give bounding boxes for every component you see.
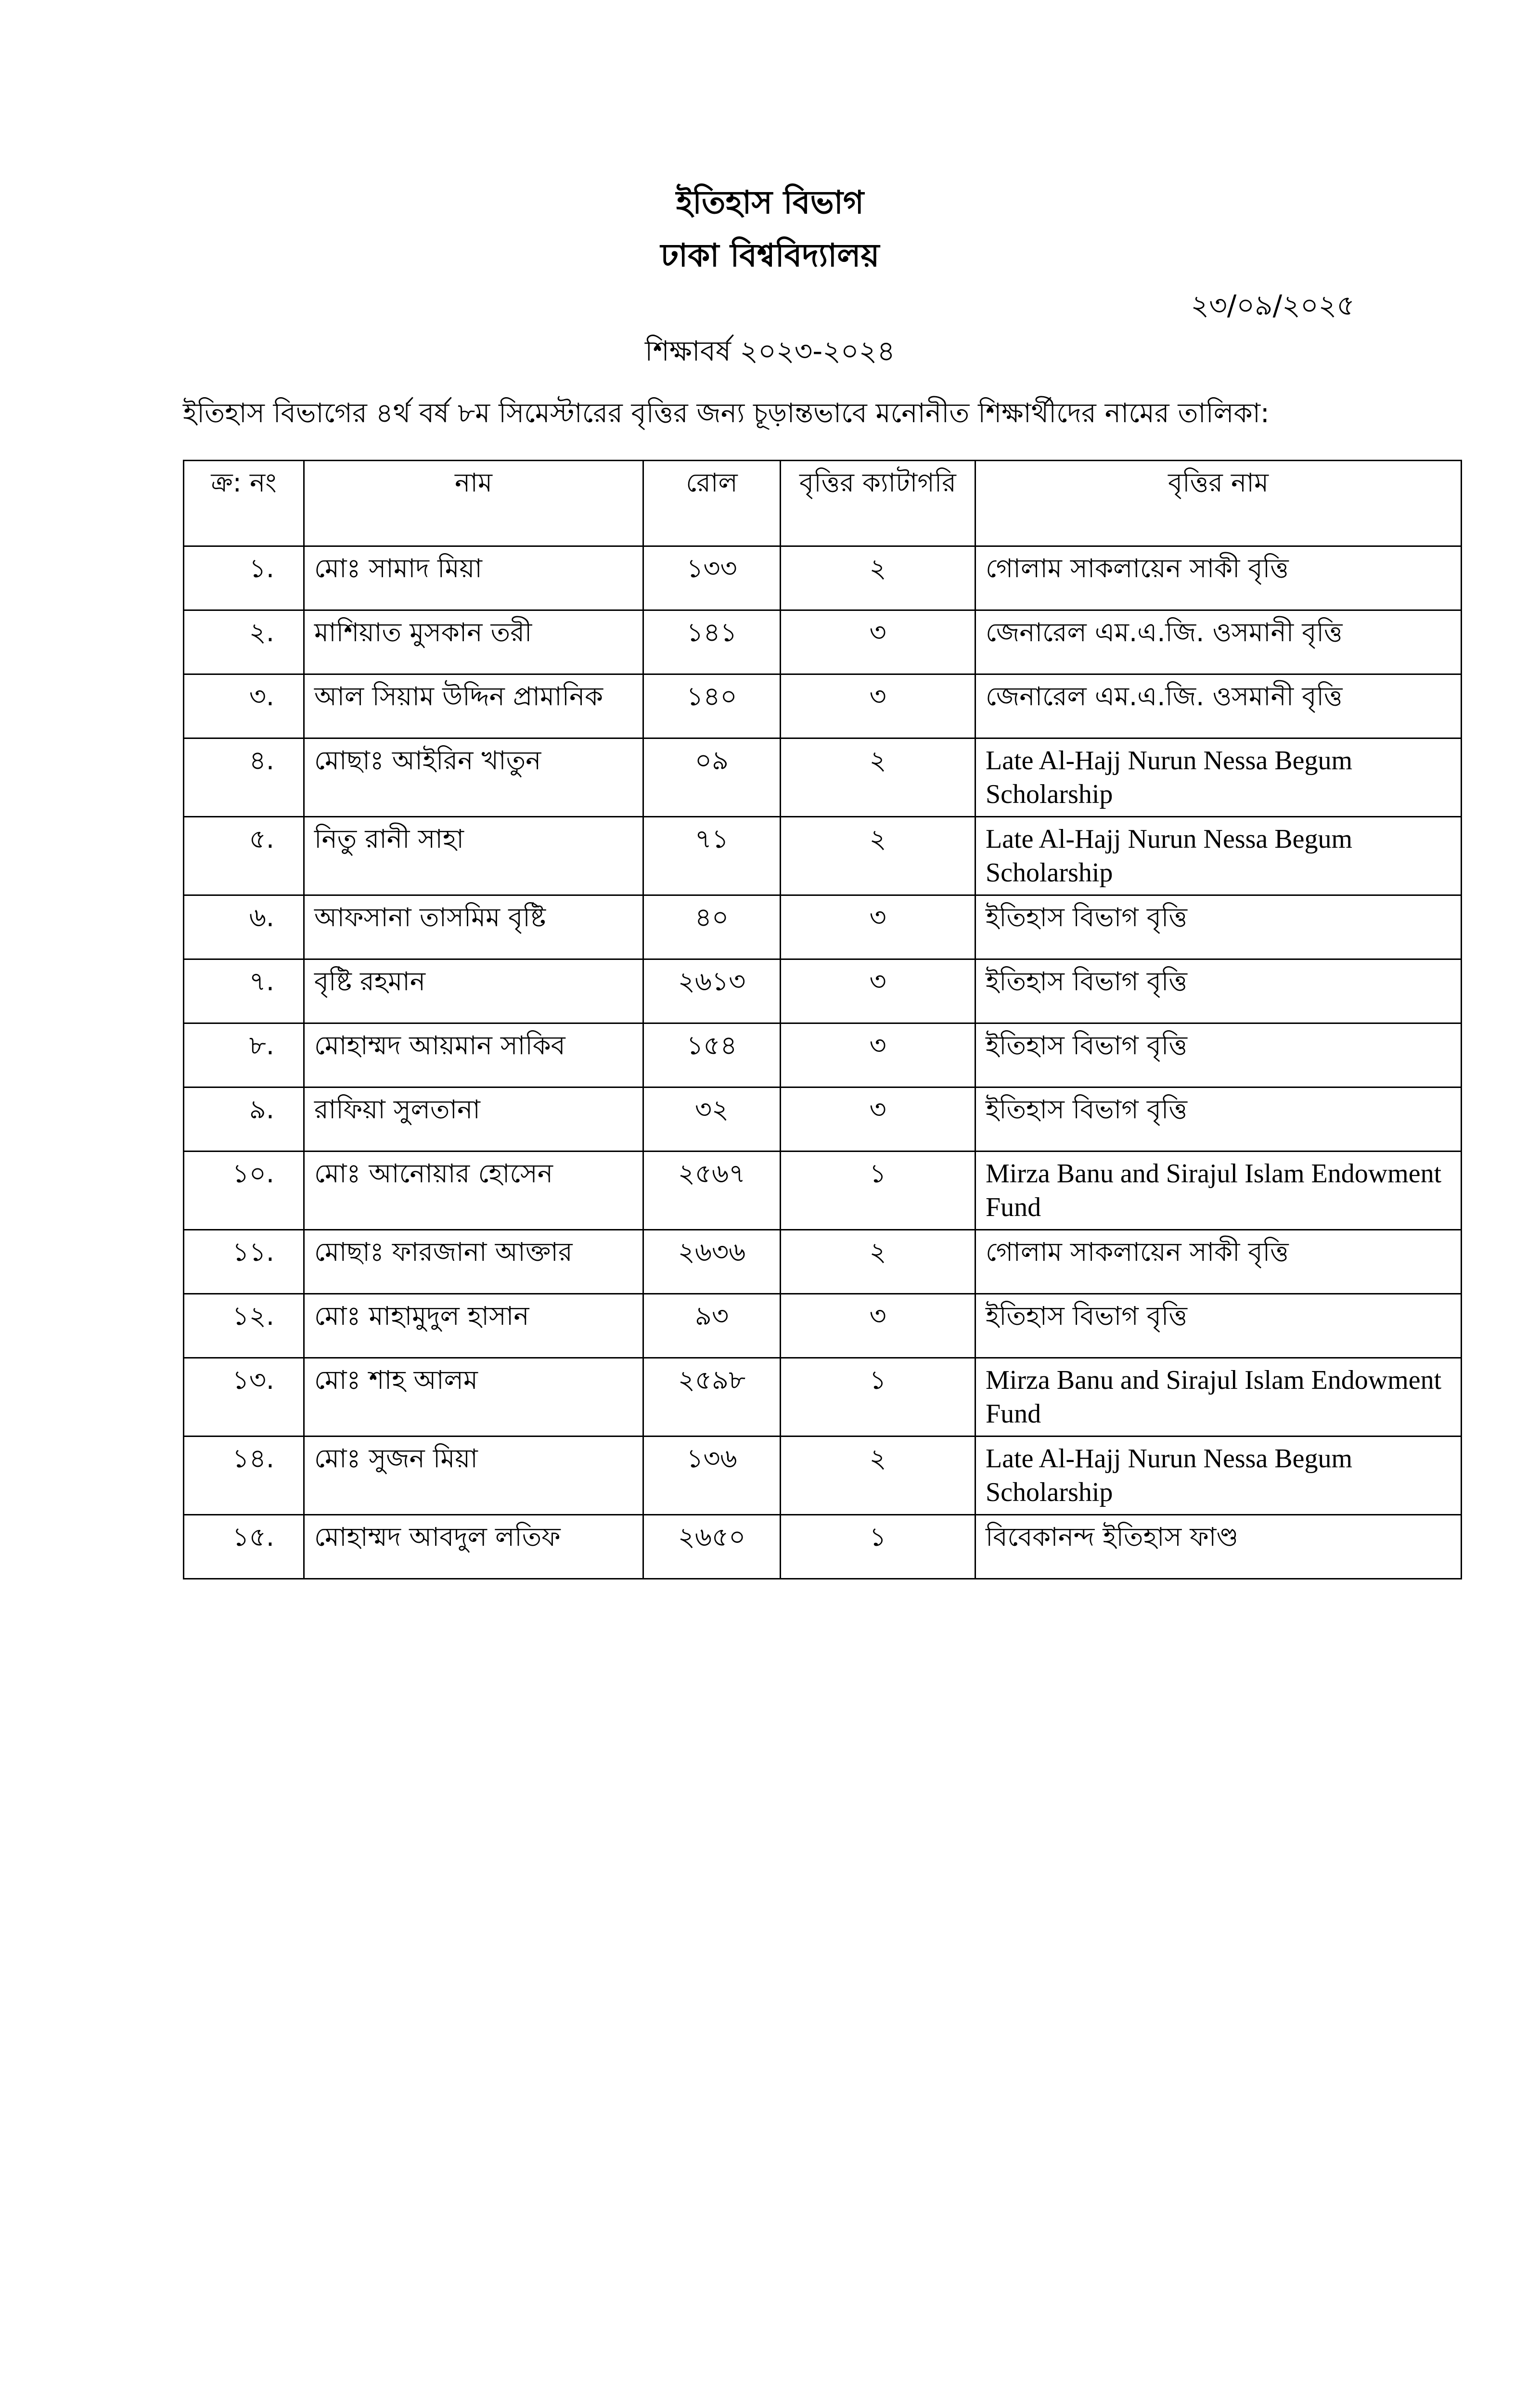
cell-serial: ১৪. xyxy=(184,1436,304,1515)
table-row xyxy=(184,1436,1462,1515)
table-row xyxy=(184,546,1462,610)
cell-roll: ১৩৩ xyxy=(643,546,781,610)
table-row xyxy=(184,1152,1462,1230)
table-header-row xyxy=(184,461,1462,546)
cell-category: ৩ xyxy=(781,674,975,738)
cell-roll: ৯৩ xyxy=(643,1294,781,1358)
cell-category: ২ xyxy=(781,1230,975,1294)
cell-category: ১ xyxy=(781,1515,975,1579)
cell-name: মোহাম্মদ আয়মান সাকিব xyxy=(304,1023,643,1087)
cell-serial: ২. xyxy=(184,610,304,674)
cell-category: ৩ xyxy=(781,895,975,959)
cell-roll: ১৩৬ xyxy=(643,1436,781,1515)
cell-serial: ৯. xyxy=(184,1087,304,1152)
cell-scholarship: ইতিহাস বিভাগ বৃত্তি xyxy=(975,1087,1462,1152)
header-roll: রোল xyxy=(643,461,781,546)
cell-name: নিতু রানী সাহা xyxy=(304,817,643,895)
cell-category: ১ xyxy=(781,1358,975,1436)
cell-serial: ৫. xyxy=(184,817,304,895)
cell-category: ৩ xyxy=(781,1294,975,1358)
table-row xyxy=(184,1515,1462,1579)
header-name: নাম xyxy=(304,461,643,546)
document-date: ২৩/০৯/২০২৫ xyxy=(1191,289,1355,322)
cell-category: ২ xyxy=(781,546,975,610)
cell-roll: ২৫৯৮ xyxy=(643,1358,781,1436)
cell-roll: ২৫৬৭ xyxy=(643,1152,781,1230)
table-row xyxy=(184,1087,1462,1152)
cell-scholarship: Late Al-Hajj Nurun Nessa Begum Scholarship xyxy=(975,817,1462,895)
cell-name: মোঃ আনোয়ার হোসেন xyxy=(304,1152,643,1230)
cell-scholarship: ইতিহাস বিভাগ বৃত্তি xyxy=(975,959,1462,1023)
cell-name: মাশিয়াত মুসকান তরী xyxy=(304,610,643,674)
table-row xyxy=(184,738,1462,817)
cell-roll: ১৪০ xyxy=(643,674,781,738)
cell-serial: ৭. xyxy=(184,959,304,1023)
cell-roll: ৪০ xyxy=(643,895,781,959)
cell-roll: ১৪১ xyxy=(643,610,781,674)
table-body xyxy=(184,546,1462,1579)
cell-roll: ৭১ xyxy=(643,817,781,895)
cell-roll: ২৬৫০ xyxy=(643,1515,781,1579)
cell-name: বৃষ্টি রহমান xyxy=(304,959,643,1023)
table-row xyxy=(184,1294,1462,1358)
table-row xyxy=(184,1230,1462,1294)
header-serial: ক্র: নং xyxy=(184,461,304,546)
cell-scholarship: Mirza Banu and Sirajul Islam Endowment Fund xyxy=(975,1152,1462,1230)
cell-scholarship: জেনারেল এম.এ.জি. ওসমানী বৃত্তি xyxy=(975,674,1462,738)
department-title: ইতিহাস বিভাগ xyxy=(676,184,864,221)
cell-roll: ২৬৩৬ xyxy=(643,1230,781,1294)
cell-scholarship: ইতিহাস বিভাগ বৃত্তি xyxy=(975,1023,1462,1087)
table-row xyxy=(184,895,1462,959)
table-row xyxy=(184,1358,1462,1436)
cell-name: আল সিয়াম উদ্দিন প্রামানিক xyxy=(304,674,643,738)
cell-category: ৩ xyxy=(781,1023,975,1087)
cell-serial: ১. xyxy=(184,546,304,610)
cell-scholarship: ইতিহাস বিভাগ বৃত্তি xyxy=(975,895,1462,959)
cell-serial: ৪. xyxy=(184,738,304,817)
cell-name: মোঃ মাহামুদুল হাসান xyxy=(304,1294,643,1358)
cell-name: মোহাম্মদ আবদুল লতিফ xyxy=(304,1515,643,1579)
cell-scholarship: Late Al-Hajj Nurun Nessa Begum Scholarship xyxy=(975,1436,1462,1515)
cell-name: মোঃ সুজন মিয়া xyxy=(304,1436,643,1515)
cell-serial: ১৫. xyxy=(184,1515,304,1579)
scholarship-table xyxy=(183,460,1462,1579)
header-category: বৃত্তির ক্যাটাগরি xyxy=(781,461,975,546)
cell-category: ৩ xyxy=(781,959,975,1023)
cell-category: ২ xyxy=(781,738,975,817)
cell-roll: ২৬১৩ xyxy=(643,959,781,1023)
cell-serial: ৩. xyxy=(184,674,304,738)
cell-roll: ৩২ xyxy=(643,1087,781,1152)
cell-scholarship: গোলাম সাকলায়েন সাকী বৃত্তি xyxy=(975,546,1462,610)
cell-name: রাফিয়া সুলতানা xyxy=(304,1087,643,1152)
cell-name: আফসানা তাসমিম বৃষ্টি xyxy=(304,895,643,959)
cell-scholarship: জেনারেল এম.এ.জি. ওসমানী বৃত্তি xyxy=(975,610,1462,674)
cell-serial: ১২. xyxy=(184,1294,304,1358)
cell-scholarship: Late Al-Hajj Nurun Nessa Begum Scholarship xyxy=(975,738,1462,817)
intro-text: ইতিহাস বিভাগের ৪র্থ বর্ষ ৮ম সিমেস্টারের বৃত্তির জন্য চূড়ান্তভাবে মনোনীত শিক্ষার্থীদের নামের তালিকা: xyxy=(183,398,1270,429)
table-row xyxy=(184,1023,1462,1087)
cell-serial: ১০. xyxy=(184,1152,304,1230)
cell-category: ২ xyxy=(781,817,975,895)
cell-roll: ০৯ xyxy=(643,738,781,817)
cell-scholarship: গোলাম সাকলায়েন সাকী বৃত্তি xyxy=(975,1230,1462,1294)
cell-category: ৩ xyxy=(781,610,975,674)
cell-category: ২ xyxy=(781,1436,975,1515)
cell-name: মোঃ সামাদ মিয়া xyxy=(304,546,643,610)
cell-scholarship: Mirza Banu and Sirajul Islam Endowment Fund xyxy=(975,1358,1462,1436)
cell-scholarship: বিবেকানন্দ ইতিহাস ফাণ্ড xyxy=(975,1515,1462,1579)
cell-serial: ১১. xyxy=(184,1230,304,1294)
cell-category: ৩ xyxy=(781,1087,975,1152)
header-scholarship: বৃত্তির নাম xyxy=(975,461,1462,546)
cell-serial: ১৩. xyxy=(184,1358,304,1436)
cell-name: মোছাঃ আইরিন খাতুন xyxy=(304,738,643,817)
cell-category: ১ xyxy=(781,1152,975,1230)
cell-name: মোঃ শাহ আলম xyxy=(304,1358,643,1436)
table-row xyxy=(184,817,1462,895)
academic-session: শিক্ষাবর্ষ ২০২৩-২০২৪ xyxy=(645,335,895,367)
cell-roll: ১৫৪ xyxy=(643,1023,781,1087)
university-title: ঢাকা বিশ্ববিদ্যালয় xyxy=(660,237,880,274)
table-row xyxy=(184,674,1462,738)
cell-name: মোছাঃ ফারজানা আক্তার xyxy=(304,1230,643,1294)
table-row xyxy=(184,959,1462,1023)
table-row xyxy=(184,610,1462,674)
cell-serial: ৮. xyxy=(184,1023,304,1087)
cell-serial: ৬. xyxy=(184,895,304,959)
cell-scholarship: ইতিহাস বিভাগ বৃত্তি xyxy=(975,1294,1462,1358)
